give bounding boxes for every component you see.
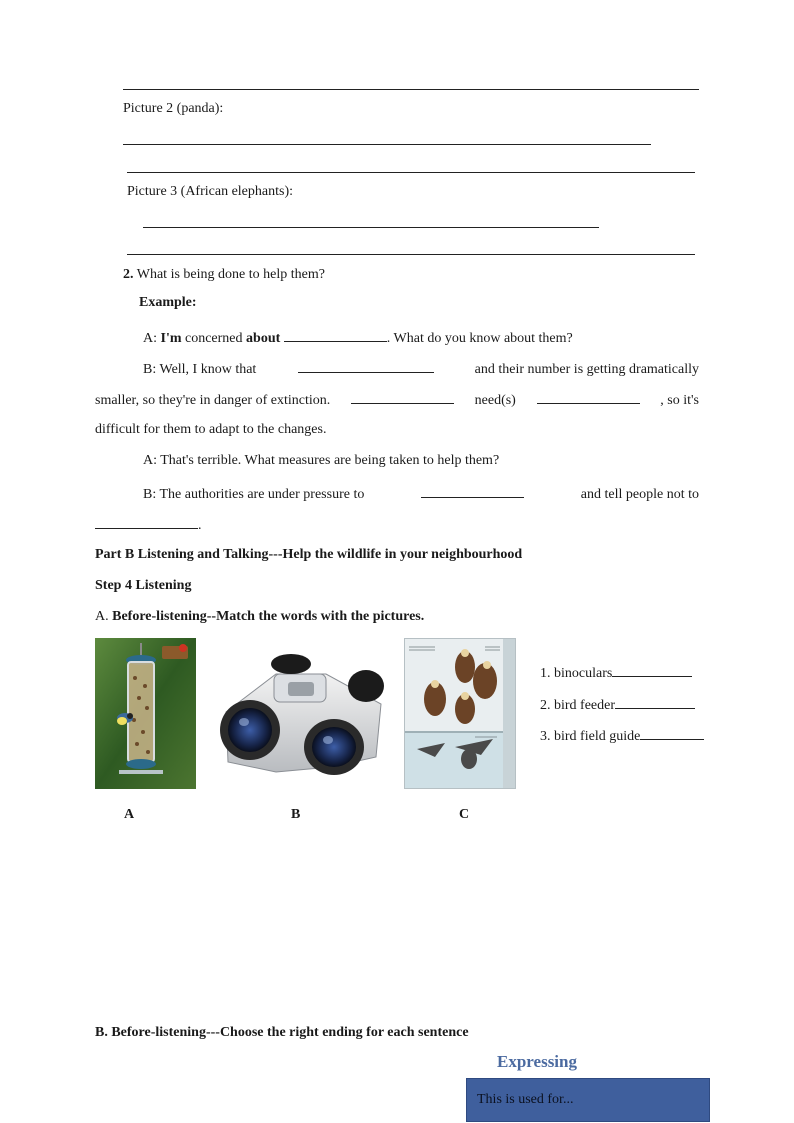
bird-feeder-image (95, 638, 196, 789)
match-item-field-guide: 3. bird field guide (540, 727, 704, 745)
fill-blank[interactable] (351, 391, 454, 404)
question-text: What is being done to help them? (136, 267, 325, 282)
binoculars-image (216, 652, 389, 777)
fill-blank[interactable] (421, 485, 524, 498)
answer-line[interactable] (127, 254, 695, 255)
answer-line[interactable] (127, 172, 695, 173)
fill-blank[interactable] (612, 664, 692, 677)
section-b-heading: B. Before-listening---Choose the right ending for each sentence (95, 1025, 469, 1040)
question-2 (123, 267, 325, 283)
section-a-heading: A. Before-listening--Match the words with the pictures. (95, 609, 425, 624)
dialogue-line-b4: B: The authorities are under pressure to and tell people not to (143, 487, 699, 502)
callout-text: This is used for... (477, 1092, 574, 1107)
answer-line[interactable] (123, 144, 651, 145)
callout-title: Expressing (497, 1052, 577, 1071)
fill-blank[interactable] (640, 727, 704, 740)
dialogue-line-b2: smaller, so they're in danger of extinction. need(s) , so it's (95, 393, 699, 408)
fill-blank[interactable] (537, 391, 640, 404)
picture-label-b: B (291, 807, 301, 822)
picture-label-c: C (459, 807, 470, 822)
callout-box (466, 1078, 710, 1122)
fill-blank[interactable] (298, 360, 434, 373)
binoculars-icon (216, 652, 389, 777)
answer-line[interactable] (143, 227, 599, 228)
match-item-binoculars: 1. binoculars (540, 664, 692, 682)
dialogue-line-a1: A: I'm concerned about . What do you know about them? (143, 331, 573, 346)
field-guide-icon (405, 639, 515, 788)
picture2-label: Picture 2 (panda): (123, 101, 224, 116)
fill-blank[interactable] (284, 329, 387, 342)
picture-label-a: A (124, 807, 135, 822)
step4-heading: Step 4 Listening (95, 578, 192, 593)
bird-feeder-icon (95, 638, 196, 789)
picture3-label: Picture 3 (African elephants): (127, 184, 293, 199)
field-guide-image (404, 638, 516, 789)
answer-line[interactable] (123, 89, 699, 90)
fill-blank[interactable] (615, 696, 695, 709)
dialogue-line-b1: B: Well, I know that and their number is getting dramatically (143, 362, 699, 377)
fill-blank[interactable] (95, 516, 198, 529)
example-label: Example: (139, 295, 197, 310)
dialogue-line-b5: . (95, 516, 202, 534)
question-number: 2. (123, 267, 134, 282)
match-item-bird-feeder: 2. bird feeder (540, 696, 695, 714)
dialogue-line-b3: difficult for them to adapt to the changes. (95, 422, 327, 437)
dialogue-line-a2: A: That's terrible. What measures are being taken to help them? (143, 453, 500, 468)
part-b-heading: Part B Listening and Talking---Help the wildlife in your neighbourhood (95, 547, 523, 562)
